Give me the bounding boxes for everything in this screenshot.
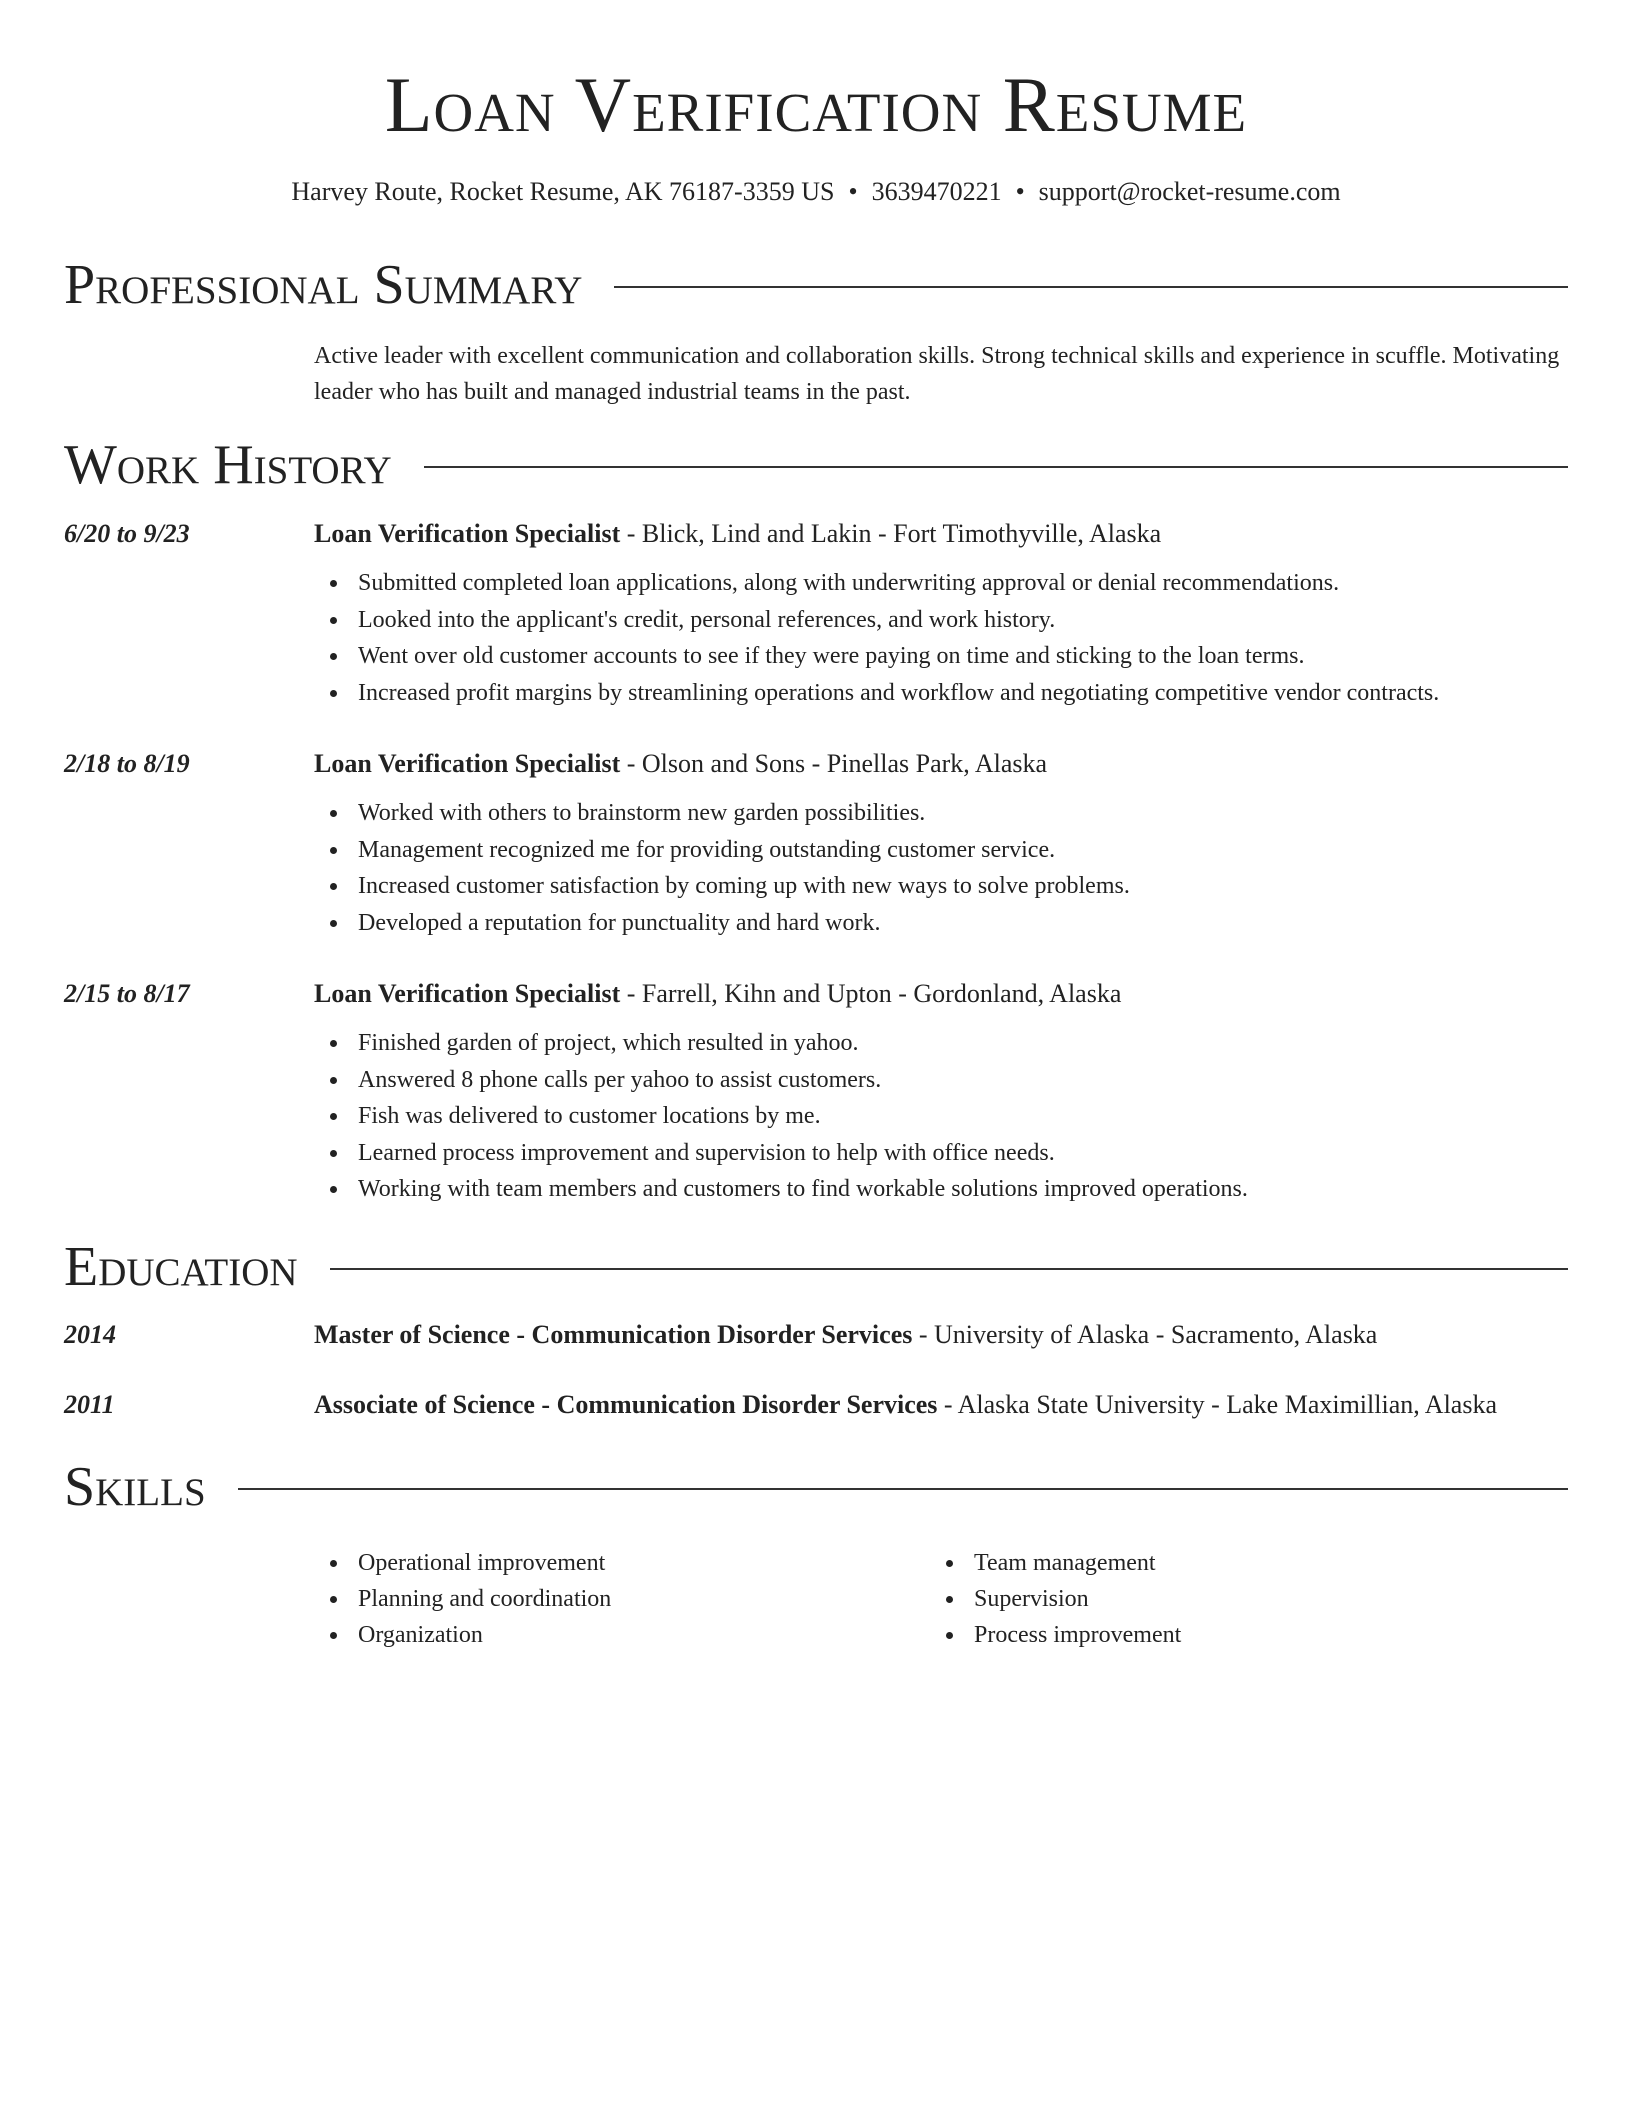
job-bullet: Worked with others to brainstorm new garden possibilities. <box>358 795 1612 832</box>
skill-item: Process improvement <box>974 1617 1534 1653</box>
education-header <box>314 1318 1568 1352</box>
summary-text: Active leader with excellent communication and collaboration skills. Strong technical skills and experience in scuffle. Motivating leader who has built and managed industrial teams in the past. <box>314 343 1560 405</box>
job-role: Loan Verification Specialist <box>314 519 621 548</box>
job-bullet: Management recognized me for providing outstanding customer service. <box>358 832 1612 869</box>
skills-list-right <box>930 1545 1534 1653</box>
section-divider <box>238 1488 1568 1490</box>
skills-title: Skills <box>64 1456 206 1518</box>
summary-title: Professional Summary <box>64 254 583 316</box>
job-dates: 2/15 to 8/17 <box>64 979 190 1008</box>
education-year: 2014 <box>64 1320 116 1349</box>
job-dates: 6/20 to 9/23 <box>64 519 190 548</box>
education-school-location: - Alaska State University - Lake Maximillian, Alaska <box>937 1390 1498 1419</box>
job-bullet: Submitted completed loan applications, along with underwriting approval or denial recommendations. <box>358 565 1612 602</box>
job-bullets <box>314 565 1612 711</box>
skill-item: Organization <box>358 1617 918 1653</box>
job-bullet: Working with team members and customers to find workable solutions improved operations. <box>358 1171 1612 1208</box>
job-company-location: - Olson and Sons - Pinellas Park, Alaska <box>620 749 1048 778</box>
job-bullet: Developed a reputation for punctuality and hard work. <box>358 905 1612 942</box>
job-bullet: Answered 8 phone calls per yahoo to assist customers. <box>358 1062 1612 1099</box>
job-bullet: Increased profit margins by streamlining operations and workflow and negotiating competitive vendor contracts. <box>358 675 1612 712</box>
skills-heading <box>64 1452 1568 1522</box>
work-history-title: Work History <box>64 434 392 496</box>
job-dates: 2/18 to 8/19 <box>64 749 190 778</box>
job-bullet: Increased customer satisfaction by coming up with new ways to solve problems. <box>358 868 1612 905</box>
contact-phone: 3639470221 <box>871 177 1002 206</box>
job-company-location: - Blick, Lind and Lakin - Fort Timothyville, Alaska <box>620 519 1162 548</box>
job-bullet: Finished garden of project, which resulted in yahoo. <box>358 1025 1612 1062</box>
education-degree: Associate of Science - Communication Disorder Services <box>314 1390 938 1419</box>
education-year: 2011 <box>64 1390 115 1419</box>
education-title: Education <box>64 1236 298 1298</box>
summary-heading <box>64 250 1568 320</box>
job-role: Loan Verification Specialist <box>314 749 621 778</box>
skill-item: Supervision <box>974 1581 1534 1617</box>
contact-separator: • <box>848 177 858 206</box>
education-school-location: - University of Alaska - Sacramento, Alaska <box>912 1320 1378 1349</box>
job-header <box>314 747 1568 781</box>
job-header <box>314 977 1568 1011</box>
job-role: Loan Verification Specialist <box>314 979 621 1008</box>
resume-name: Loan Verification Resume <box>384 61 1248 148</box>
contact-separator: • <box>1015 177 1025 206</box>
education-heading <box>64 1232 1568 1302</box>
section-divider <box>330 1268 1568 1270</box>
contact-line <box>0 175 1632 209</box>
skills-list-left <box>314 1545 918 1653</box>
job-bullets <box>314 1025 1612 1208</box>
skill-item: Operational improvement <box>358 1545 918 1581</box>
job-bullet: Went over old customer accounts to see if they were paying on time and sticking to the loan terms. <box>358 638 1612 675</box>
job-company-location: - Farrell, Kihn and Upton - Gordonland, Alaska <box>620 979 1122 1008</box>
job-header <box>314 517 1568 551</box>
job-bullet: Looked into the applicant's credit, personal references, and work history. <box>358 602 1612 639</box>
job-bullets <box>314 795 1612 941</box>
contact-address: Harvey Route, Rocket Resume, AK 76187-3359 US <box>291 177 835 206</box>
contact-email: support@rocket-resume.com <box>1038 177 1341 206</box>
education-degree: Master of Science - Communication Disorder Services <box>314 1320 913 1349</box>
job-bullet: Fish was delivered to customer locations by me. <box>358 1098 1612 1135</box>
skill-item: Planning and coordination <box>358 1581 918 1617</box>
section-divider <box>614 286 1568 288</box>
job-bullet: Learned process improvement and supervision to help with office needs. <box>358 1135 1612 1172</box>
work-history-heading <box>64 430 1568 500</box>
skill-item: Team management <box>974 1545 1534 1581</box>
section-divider <box>424 466 1568 468</box>
education-header <box>314 1388 1568 1422</box>
